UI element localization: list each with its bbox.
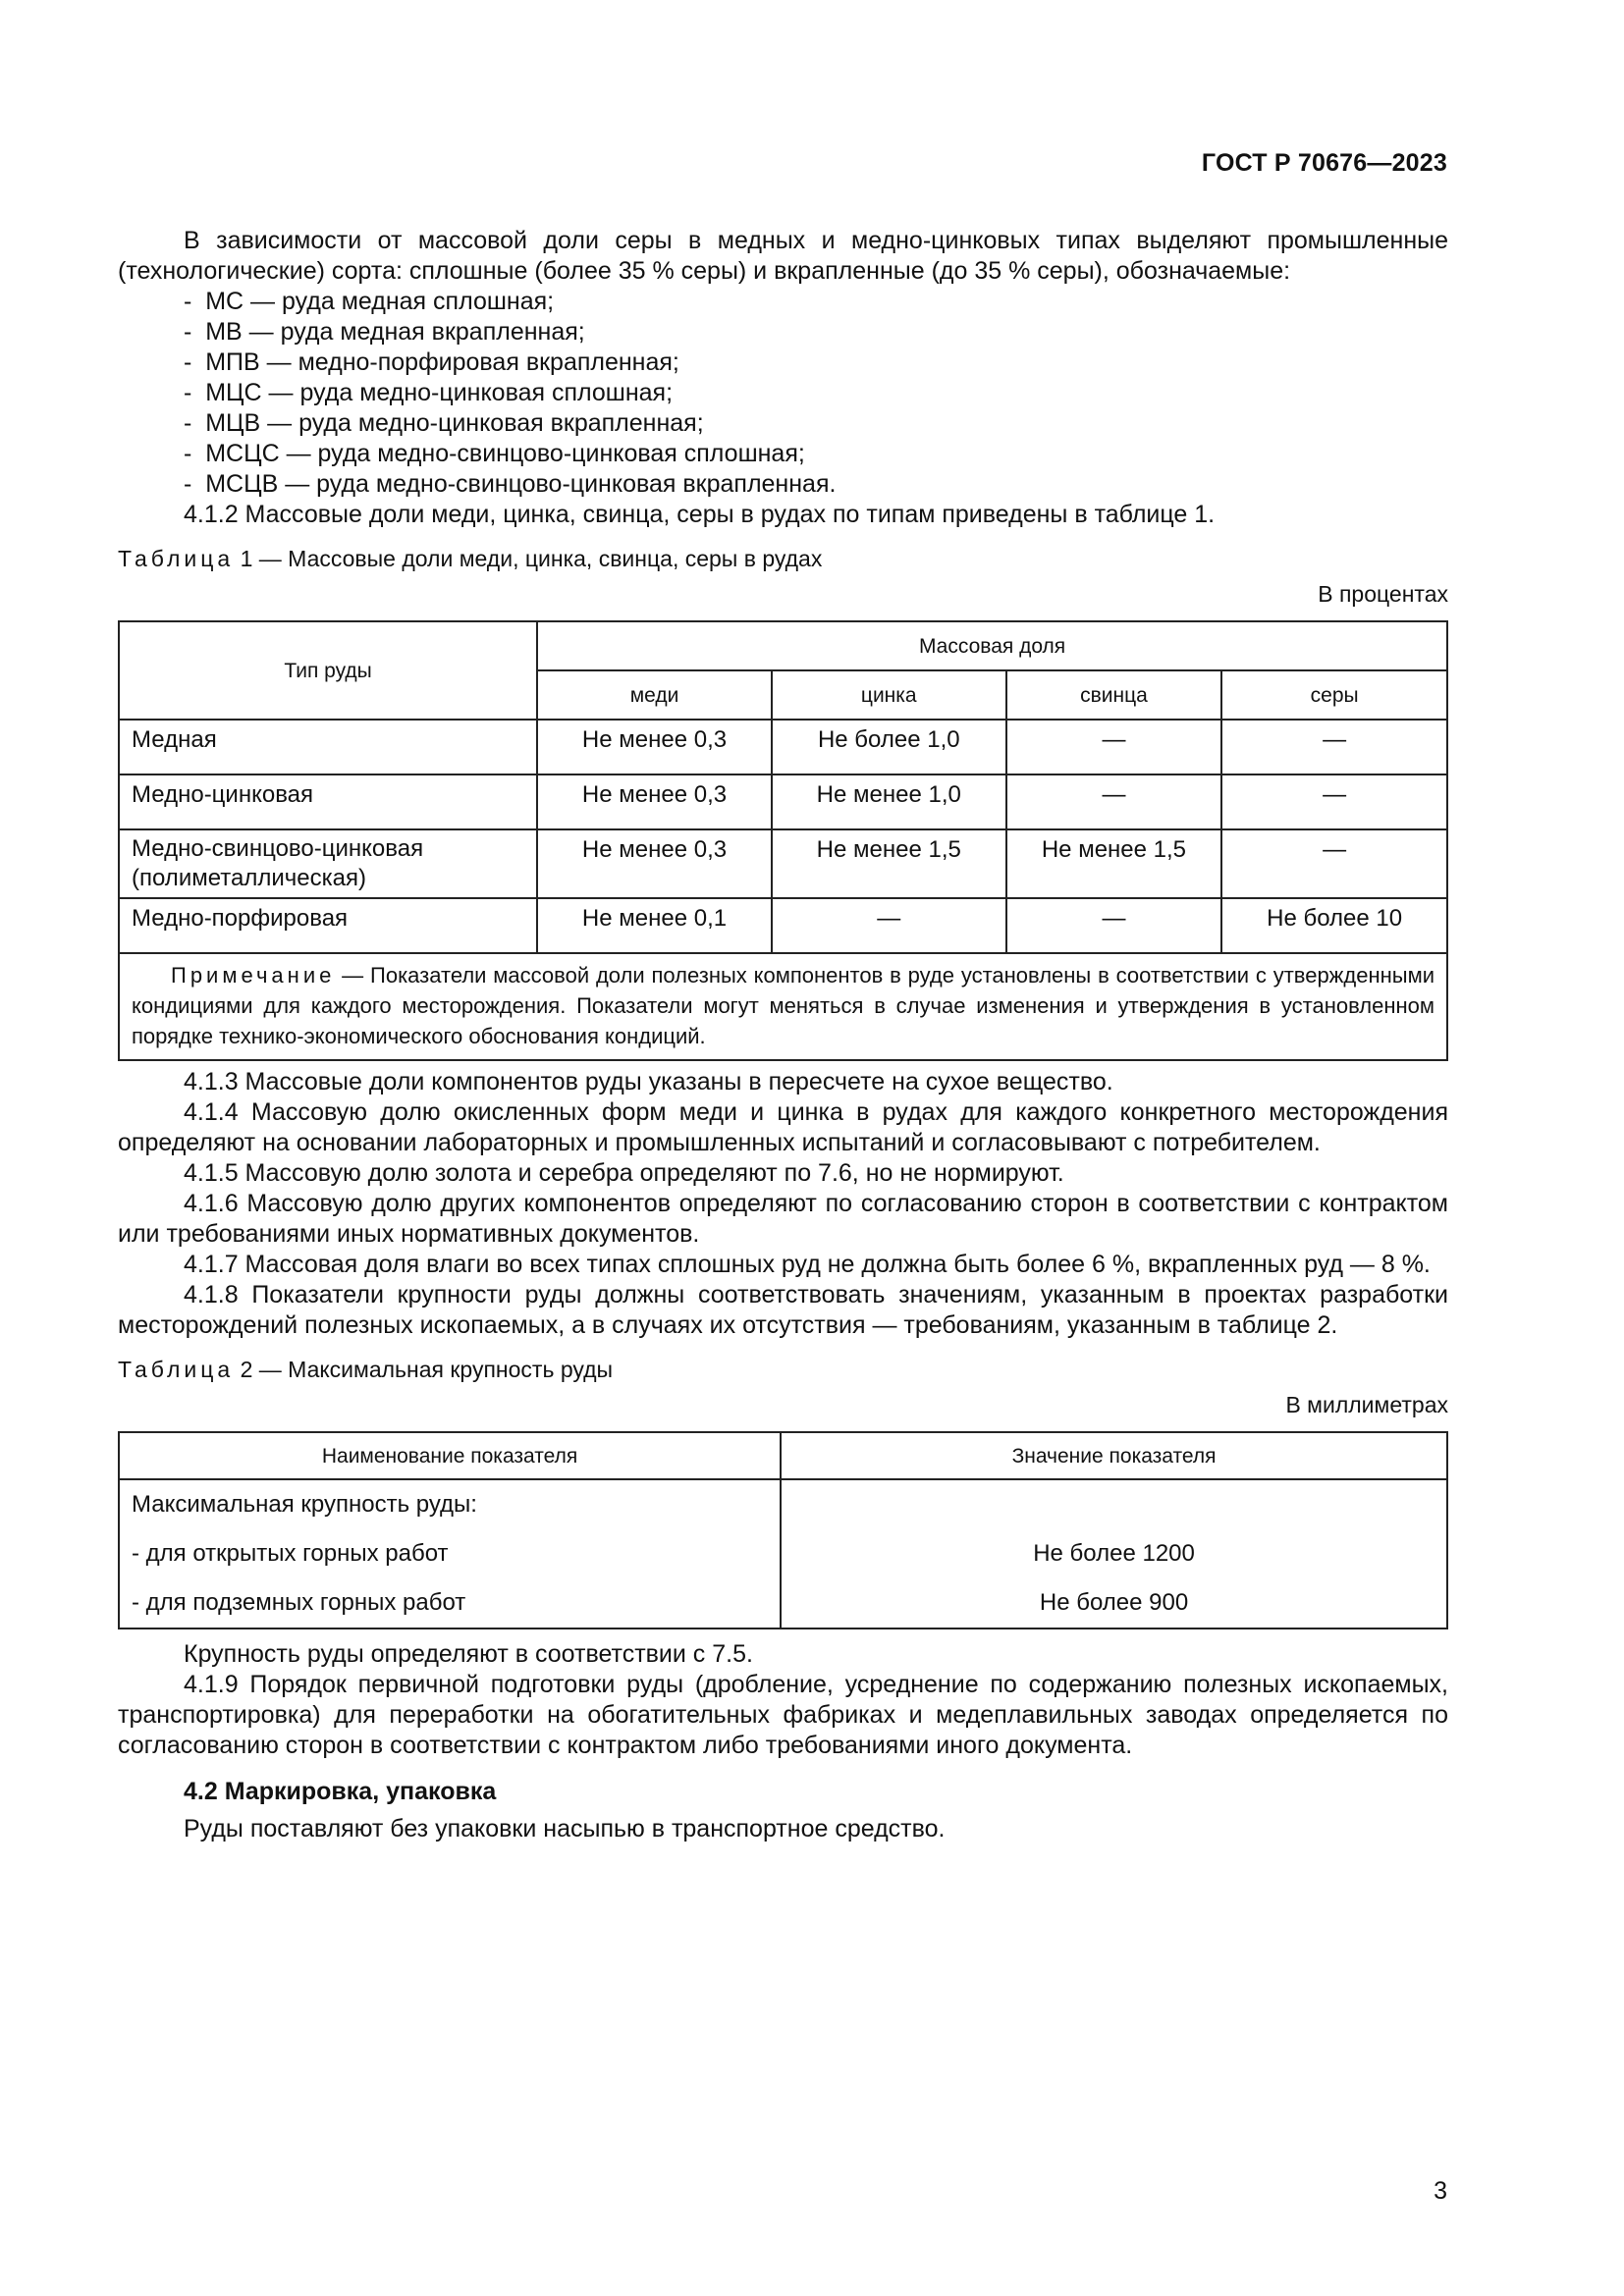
ore-grade-list [118,287,1448,500]
table2-caption-word: Таблица [118,1357,235,1382]
paragraph-4-1-8: 4.1.8 Показатели крупности руды должны соответствовать значениям, указанным в проектах разработки месторождений полезных ископаемых, а в случаях их отсутствия — требованиям, указанным в таблице 2. [118,1281,1448,1339]
table1-caption-text: 1 — Массовые доли меди, цинка, свинца, серы в рудах [240,546,823,571]
table-cell: Не менее 1,5 [1006,829,1222,898]
table-cell: — [772,898,1006,953]
table-cell: Не менее 0,3 [537,829,772,898]
table1-header-group: Массовая доля [537,621,1447,670]
list-item: - МСЦВ — руда медно-свинцово-цинковая вкрапленная. [118,469,1448,500]
note-text: — Показатели массовой доли полезных компонентов в руде установлены в соответствии с утвержденными кондициями для каждого месторождения. Показатели могут меняться в случае изменения и утверждения в установленном порядке технико-экономического обоснования кондиций. [132,963,1435,1048]
table-cell: — [1221,829,1447,898]
paragraph-4-2: Руды поставляют без упаковки насыпью в транспортное средство. [184,1815,946,1842]
table2-row-name: - для подземных горных работ [132,1589,466,1616]
list-item: - МВ — руда медная вкрапленная; [118,317,1448,347]
paragraph-4-1-9: 4.1.9 Порядок первичной подготовки руды (дробление, усреднение по содержанию полезных ископаемых, транспортировка) для переработки на обогатительных фабриках и медеплавильных заводах определяется по согласованию сторон в соответствии с контрактом либо требованиями иного документа. [118,1671,1448,1759]
table1-header-sulfur: серы [1221,670,1447,720]
table2-name-cell [119,1479,781,1629]
list-item: - МСЦС — руда медно-свинцово-цинковая сплошная; [118,439,1448,469]
list-item: - МС — руда медная сплошная; [118,287,1448,317]
table1-header-lead: свинца [1006,670,1222,720]
table2-row-value: Не более 1200 [1033,1540,1195,1567]
list-item: - МПВ — медно-порфировая вкрапленная; [118,347,1448,378]
table-row [119,774,1447,829]
paragraph-4-1-3: 4.1.3 Массовые доли компонентов руды указаны в пересчете на сухое вещество. [184,1068,1113,1095]
table-cell-ore-type: Медно-порфировая [119,898,537,953]
paragraph-4-1-2: 4.1.2 Массовые доли меди, цинка, свинца, серы в рудах по типам приведены в таблице 1. [184,501,1216,528]
table1-header-zinc: цинка [772,670,1006,720]
intro-paragraph: В зависимости от массовой доли серы в медных и медно-цинковых типах выделяют промышленные (технологические) сорта: сплошные (более 35 % серы) и вкрапленные (до 35 % серы), обозначаемые: [118,227,1448,285]
table2-row-value: Не более 900 [1039,1589,1189,1616]
paragraph-4-1-7: 4.1.7 Массовая доля влаги во всех типах сплошных руд не должна быть более 6 %, вкрапленных руд — 8 %. [184,1251,1431,1278]
table-cell: Не менее 0,3 [537,774,772,829]
table1 [118,620,1448,1061]
table1-units: В процентах [1318,581,1448,607]
table-cell: — [1006,898,1222,953]
table1-caption [118,544,1448,573]
paragraph-coarseness: Крупность руды определяют в соответствии с 7.5. [184,1640,753,1668]
document-code-header: ГОСТ Р 70676—2023 [1201,149,1447,177]
table1-header-type: Тип руды [119,621,537,720]
table2-header-name: Наименование показателя [119,1432,781,1479]
table-cell: Не менее 1,0 [772,774,1006,829]
table2-row-name: - для открытых горных работ [132,1540,449,1567]
table-cell: — [1006,774,1222,829]
table-cell: Не менее 1,5 [772,829,1006,898]
table-cell: Не менее 0,3 [537,720,772,774]
table2-caption-text: 2 — Максимальная крупность руды [240,1357,614,1382]
table-cell: — [1221,720,1447,774]
table-cell-ore-type: Медная [119,720,537,774]
table-row [119,829,1447,898]
table2-header-value: Значение показателя [781,1432,1447,1479]
paragraph-4-1-4: 4.1.4 Массовую долю окисленных форм меди и цинка в рудах для каждого конкретного месторождения определяют на основании лабораторных и промышленных испытаний и согласовывают с потребителем. [118,1098,1448,1156]
table-row [119,720,1447,774]
table-cell: Не более 10 [1221,898,1447,953]
list-item: - МЦС — руда медно-цинковая сплошная; [118,378,1448,408]
table-cell: — [1006,720,1222,774]
table-cell: Не более 1,0 [772,720,1006,774]
table1-caption-word: Таблица [118,546,235,571]
table-cell: — [1221,774,1447,829]
table1-note [119,953,1447,1060]
table-row [119,898,1447,953]
table-cell-ore-type: Медно-цинковая [119,774,537,829]
paragraph-4-1-5: 4.1.5 Массовую долю золота и серебра определяют по 7.6, но не нормируют. [184,1159,1064,1187]
section-heading-4-2: 4.2 Маркировка, упаковка [184,1778,497,1805]
table1-note-row [119,953,1447,1060]
paragraph-4-1-6: 4.1.6 Массовую долю других компонентов определяют по согласованию сторон в соответствии с контрактом или требованиями иных нормативных документов. [118,1190,1448,1248]
table-cell-ore-type: Медно-свинцово-цинковая (полиметаллическая) [119,829,537,898]
page-content [118,226,1448,1844]
table1-header-copper: меди [537,670,772,720]
note-word: Примечание [171,963,336,988]
table2-units: В миллиметрах [1285,1392,1448,1417]
table-cell: Не менее 0,1 [537,898,772,953]
table2-caption [118,1355,1448,1384]
table2-value-cell [781,1479,1447,1629]
table2 [118,1431,1448,1629]
page-number: 3 [1434,2177,1447,2205]
table-row [119,1479,1447,1629]
table2-group-label: Максимальная крупность руды: [132,1491,477,1518]
list-item: - МЦВ — руда медно-цинковая вкрапленная; [118,408,1448,439]
